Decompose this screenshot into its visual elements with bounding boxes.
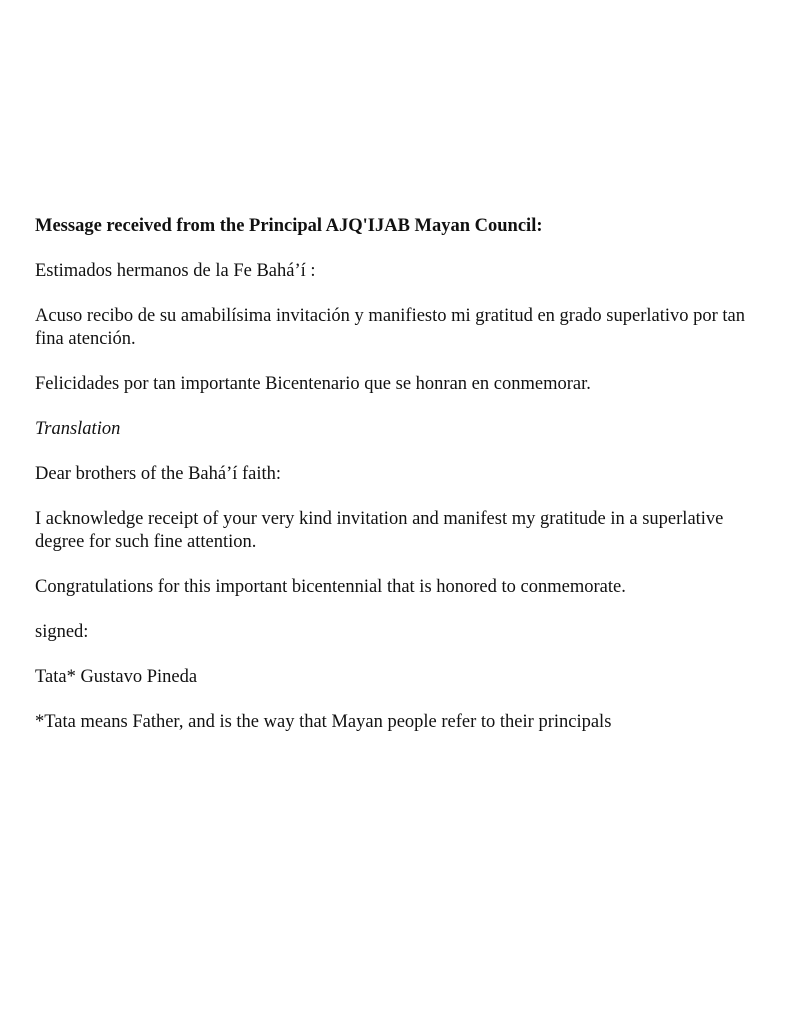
document-heading: Message received from the Principal AJQ'IJAB Mayan Council: <box>35 216 543 236</box>
spanish-salutation: Estimados hermanos de la Fe Bahá’í : <box>35 261 316 281</box>
spanish-paragraph-2: Felicidades por tan importante Bicentenario que se honran en conmemorar. <box>35 374 591 394</box>
signatory-name: Tata* Gustavo Pineda <box>35 667 198 687</box>
english-salutation: Dear brothers of the Bahá’í faith: <box>35 464 282 484</box>
english-paragraph-2: Congratulations for this important bicentennial that is honored to conmemorate. <box>35 577 626 597</box>
translation-label: Translation <box>35 419 121 439</box>
english-paragraph-1: I acknowledge receipt of your very kind invitation and manifest my gratitude in a superlative degree for such fine attention. <box>35 509 724 552</box>
signed-label: signed: <box>35 622 89 642</box>
document-body <box>35 215 775 756</box>
footnote: *Tata means Father, and is the way that Mayan people refer to their principals <box>35 712 612 732</box>
spanish-paragraph-1: Acuso recibo de su amabilísima invitación y manifiesto mi gratitud en grado superlativo por tan fina atención. <box>35 306 746 349</box>
